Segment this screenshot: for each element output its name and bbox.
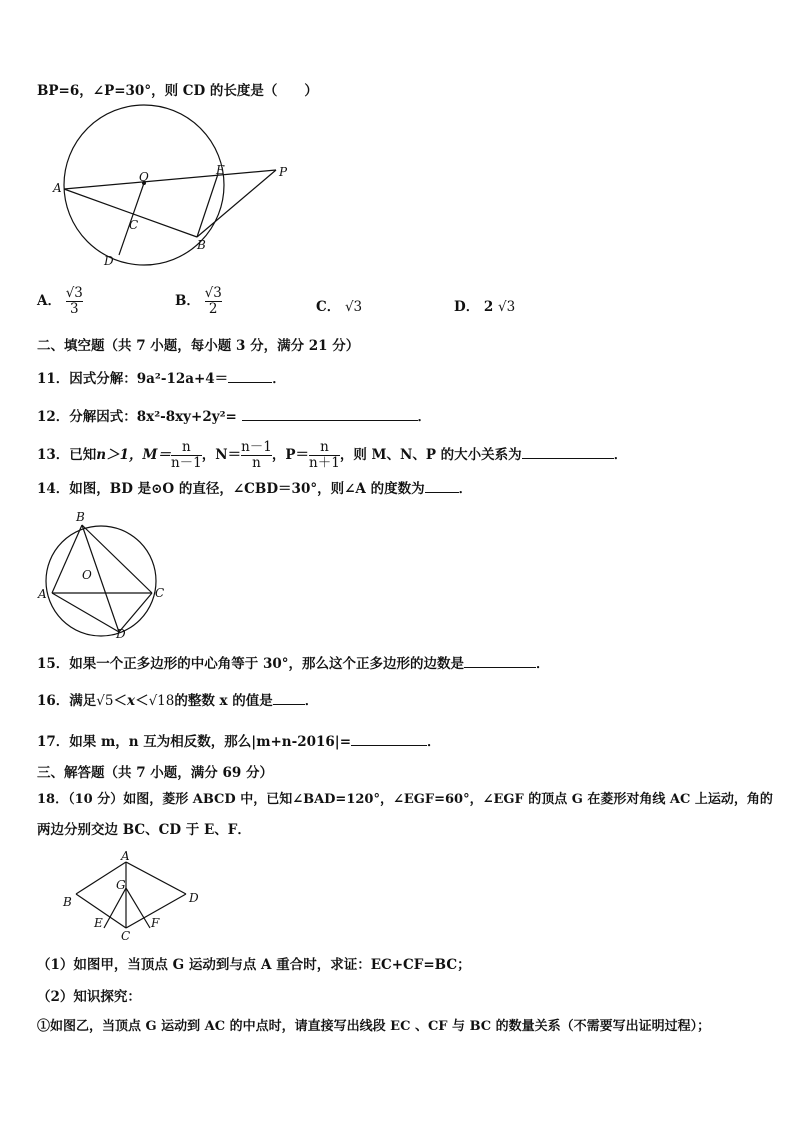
q15-answer-blank[interactable] (464, 653, 536, 668)
q14-text: 14．如图，BD 是⊙O 的直径，∠CBD＝30°，则∠A 的度数为 (37, 481, 425, 497)
q13-suffix: ，则 M、N、P 的大小关系为 (339, 447, 522, 463)
q13-n-den: n (241, 455, 272, 471)
option-d-coefficient: 2 (483, 299, 494, 315)
q16-lt2: ＜ (135, 693, 149, 709)
option-c-letter: C． (316, 299, 341, 315)
fig10-label-a: A (53, 181, 62, 195)
fig18-label-d: D (189, 891, 199, 905)
fig14-label-a: A (38, 587, 47, 601)
option-a-denominator: 3 (66, 301, 83, 317)
q15-end: ． (536, 656, 550, 672)
fig14-label-d: D (116, 627, 126, 641)
q13-answer-blank[interactable] (522, 444, 614, 459)
fig10-label-d: D (104, 254, 114, 268)
q17-text: 17．如果 m，n 互为相反数，那么|m+n-2016|= (37, 734, 352, 750)
option-b-fraction (205, 286, 222, 317)
option-a-numerator: √3 (65, 285, 83, 301)
q16 (37, 690, 318, 711)
q10-option-b (175, 286, 222, 317)
q15 (37, 653, 550, 674)
option-a-letter: A． (37, 293, 61, 309)
fig10-label-o: O (139, 170, 149, 184)
q15-text: 15．如果一个正多边形的中心角等于 30°，那么这个正多边形的边数是 (37, 656, 465, 672)
option-d-letter: D． (454, 299, 480, 315)
q10-option-c (316, 295, 362, 315)
q13-p-num: n (320, 439, 329, 455)
fig18-label-c: C (121, 929, 131, 943)
q10-option-d (454, 295, 515, 315)
q11-text: 11．因式分解：9a²-12a+4＝ (37, 371, 229, 387)
fig14-label-c: C (155, 586, 165, 600)
fig18-label-b: B (63, 895, 72, 909)
q16-lt1: ＜ (113, 693, 127, 709)
figure-q18 (60, 848, 210, 944)
option-d-value: √3 (498, 299, 516, 315)
option-c-value: √3 (344, 299, 363, 315)
fig18-label-e: E (94, 916, 103, 930)
option-b-letter: B． (175, 293, 200, 309)
q16-x: x (127, 693, 136, 709)
q12-answer-blank[interactable] (242, 406, 418, 421)
q13-p-label: ，P＝ (271, 447, 310, 463)
q13-n-num: n－1 (241, 439, 272, 455)
fig18-label-f: F (151, 916, 160, 930)
option-b-numerator: √3 (204, 285, 222, 301)
fig14-label-o: O (82, 568, 92, 582)
q13-text: 13．已知 (37, 447, 97, 463)
q11 (37, 368, 286, 389)
q14-end: ． (458, 481, 473, 497)
q12-text: 12．分解因式：8x²-8xy+2y²= (37, 409, 242, 425)
q18-line-1: 18．（10 分）如图，菱形 ABCD 中，已知∠BAD=120°，∠EGF=60°，∠EGF 的顶点 G 在菱形对角线 AC 上运动，角的 (37, 792, 773, 807)
q17-answer-blank[interactable] (351, 731, 427, 746)
q16-suffix: 的整数 x 的值是 (174, 693, 273, 709)
fig14-label-b: B (76, 510, 85, 524)
q13-condition: n＞1，M＝ (96, 447, 171, 463)
q11-answer-blank[interactable] (228, 368, 272, 383)
figure-q14 (34, 507, 174, 643)
q18-part-1: （1）如图甲，当顶点 G 运动到与点 A 重合时，求证：EC+CF=BC； (37, 957, 471, 973)
fig10-label-p: P (279, 165, 288, 179)
figure-q10 (50, 103, 300, 273)
q12-end: ． (417, 409, 432, 425)
fig18-label-g: G (116, 878, 126, 892)
fig18-label-a: A (121, 849, 130, 863)
q11-end: ． (272, 371, 286, 387)
q13 (37, 440, 627, 471)
option-b-denominator: 2 (205, 301, 222, 317)
fig10-label-c: C (129, 218, 139, 232)
q16-answer-blank[interactable] (273, 690, 305, 705)
q13-m-den: n－1 (170, 455, 202, 471)
q10-text: BP=6，∠P=30°，则 CD 的长度是（ ） (37, 83, 318, 99)
q13-p-den: n＋1 (309, 455, 340, 471)
q18-part-2-1: ①如图乙，当顶点 G 运动到 AC 的中点时，请直接写出线段 EC 、CF 与 BC 的数量关系（不需要写出证明过程）； (37, 1019, 711, 1034)
q16-end: ． (304, 693, 319, 709)
q14-answer-blank[interactable] (425, 478, 459, 493)
q17-end: ． (427, 734, 441, 750)
q13-end: ． (613, 447, 628, 463)
q13-m-num: n (182, 439, 191, 455)
q16-text: 16．满足 (37, 693, 97, 709)
option-a-fraction (66, 286, 83, 317)
q14 (37, 478, 472, 499)
section-3-title: 三、解答题（共 7 小题，满分 69 分） (37, 765, 273, 781)
q18-line-2: 两边分别交边 BC、CD 于 E、F． (37, 822, 251, 838)
q13-m-fraction (171, 440, 202, 471)
fig10-label-e: E (216, 163, 225, 177)
q12 (37, 406, 431, 427)
fig10-label-b: B (197, 238, 206, 252)
q16-sqrt5: √5 (96, 693, 114, 709)
q13-n-fraction (241, 440, 272, 471)
section-2-title: 二、填空题（共 7 小题，每小题 3 分，满分 21 分） (37, 338, 360, 354)
q18-part-2: （2）知识探究： (37, 989, 141, 1005)
q10-option-a (37, 286, 83, 317)
q17 (37, 731, 441, 752)
q16-sqrt18: √18 (148, 693, 175, 709)
q13-p-fraction (309, 440, 340, 471)
q13-n-label: ，N＝ (201, 447, 242, 463)
